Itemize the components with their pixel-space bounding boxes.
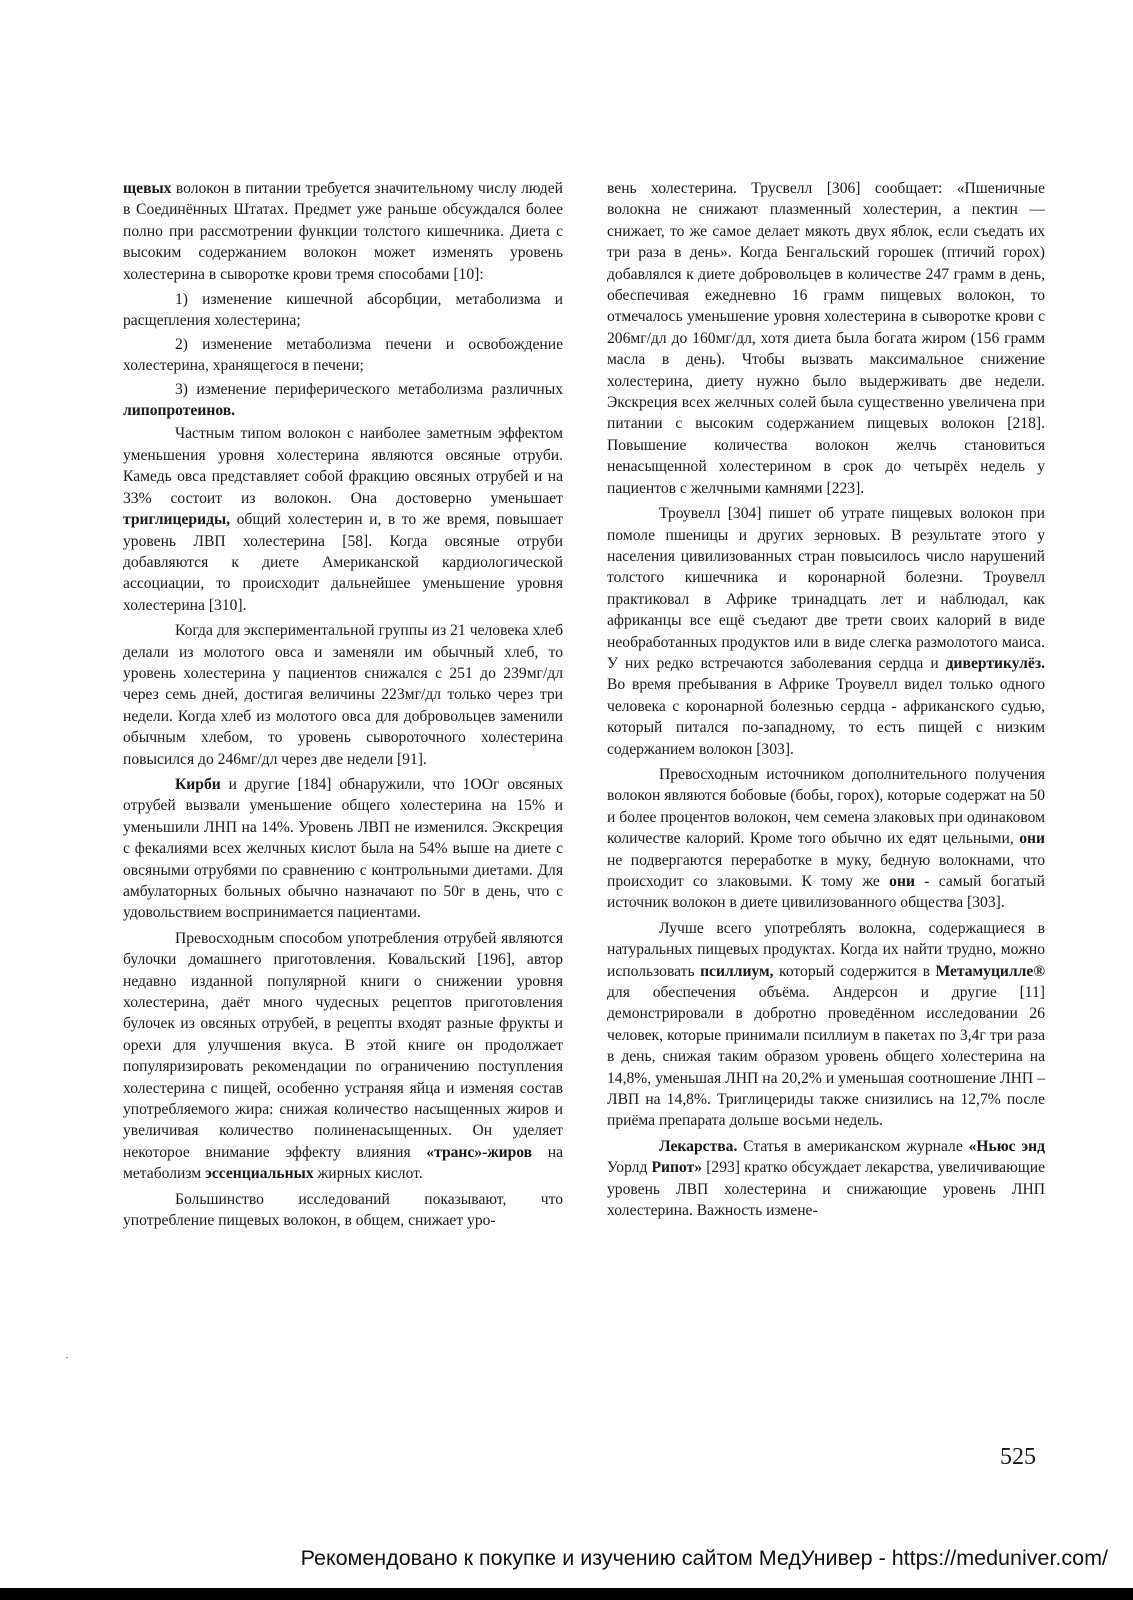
paragraph-text: Троувелл [304] пишет об утрате пищевых волокон при помоле пшеницы и других зерновых. В результате этого у населения цивилизованных стран повысилось число нарушений толстого кишечника и коронарной болезни. Троувелл практиковал в Африке тринадцать лет и наблюдал, как африканцы все ещё съедают две трети своих калорий в виде необработанных продуктов или в виде слегка размолотого маиса. У них редко встречаются заболевания сердца и <box>607 505 1045 672</box>
list-item: 1) изменение кишечной абсорбции, метаболизма и расщепления холестерина; <box>123 291 563 330</box>
bold-term: Рипот» <box>651 1159 703 1177</box>
bold-term: дивертикулёз. <box>945 654 1045 672</box>
bold-term: «транс»-жиров <box>426 1143 533 1161</box>
paragraph-text: волокон в питании требуется значительному числу людей в Соединённых Штатах. Предмет уже раньше обсуждался более полно при рассмотрении функции толстого кишечника. Диета с высоким содержанием волокон может изменять уровень холестерина в сыворотке крови тремя способами [10]: <box>123 180 563 283</box>
paragraph-text: не подвергаются переработке в муку, бедную волокнами, что происходит со злаковыми. К тому же <box>607 851 1045 890</box>
footer-link[interactable]: Рекомендовано к покупке и изучению сайтом МедУнивер - https://meduniver.com/ <box>300 1546 1108 1570</box>
paragraph-text: Лучше всего употреблять волокна, содержащиеся в натуральных пищевых продуктах. Когда их найти трудно, можно использовать <box>607 919 1045 980</box>
paragraph-text: Частным типом волокон с наиболее заметным эффектом уменьшения уровня холестерина являются овсяные отруби. Камедь овса представляет собой фракцию овсяных отрубей и на 33% состоит из волокон. Она достоверно уменьшает <box>123 425 563 507</box>
bold-term: Кирби <box>175 775 221 793</box>
paragraph-text: жирных кислот. <box>313 1165 423 1183</box>
paragraph-text: Превосходным способом употребления отрубей являются булочки домашнего приготовления. Ковальский [196], автор недавно изданной популярной книги о снижении уровня холестерина, даёт много чудесных рецептов приготовления булочек из овсяных отрубей, в рецепты входят разные фрукты и орехи для улучшения вкуса. В этой книге он продолжает популяризировать рекомендации по ограничению поступления холестерина с пищей, особенно устраняя яйца и изменяя состав употребляемого жира: снижая количество насыщенных жиров и увеличивая количество полиненасыщенных. Он уделяет некоторое внимание эффекту влияния <box>123 929 563 1161</box>
scan-speck <box>66 1357 68 1358</box>
paragraph-text: который содержится в <box>773 962 936 980</box>
paragraph <box>607 918 1045 1132</box>
bold-term: эссенциальных <box>205 1165 314 1183</box>
paragraph <box>123 423 563 616</box>
bold-term: они <box>889 873 915 890</box>
list-item-text: 3) изменение периферического метаболизма различных <box>175 380 563 398</box>
paragraph: Большинство исследований показывают, что употребление пищевых волокон, в общем, снижает уро- <box>123 1190 563 1230</box>
bold-term: щевых <box>123 180 172 197</box>
paragraph <box>123 774 563 924</box>
scan-bottom-bar <box>0 1588 1133 1600</box>
paragraph-text: Статья в американском журнале <box>737 1137 969 1155</box>
paragraph: вень холестерина. Трусвелл [306] сообщает: «Пшеничные волокна не снижают плазменный холестерин, а пектин — снижает, то же самое делает мякоть двух яблок, если съедать их три раза в день». Когда Бенгальский горошек (птичий горох) добавлялся к диете добровольцев в количестве 247 грамм в день, обеспечивая ежедневно 16 грамм пищевых волокон, то отмечалось уменьшение уровня холестерина в сыворотке крови с 206мг/дл до 160мг/дл, хотя диета была богата жиром (156 грамм масла в день). Чтобы вызвать максимальное снижение холестерина, диету нужно было выдерживать две недели. Экскреция всех желчных солей была существенно увеличена при питании с высоким содержанием пищевых волокон [218]. Повышение количества волокон желчь становиться ненасыщенной холестерином в срок до четырёх недель у пациентов с желчными камнями [223]. <box>607 180 1045 497</box>
paragraph-text: на метаболизм <box>123 1143 563 1183</box>
bold-term: Метамуцилле® <box>935 962 1045 980</box>
paragraph-text: Превосходным источником дополнительного получения волокон являются бобовые (бобы, горох), которые содержат на 50 и более процентов волокон, чем семена злаковых при одинаковом количестве калорий. Кроме того обычно их едят цельными, <box>607 765 1045 848</box>
paragraph-text: и другие [184] обнаружили, что 1ООг овсяных отрубей вызвали уменьшение общего холестерина на 15% и уменьшили ЛНП на 14%. Уровень ЛВП не изменился. Экскреция с фекалиями всех желчных кислот была на 54% выше на диете с овсяными отрубями по сравнению с контрольными диетами. Для амбулаторных больных обычно назначают по 50г в день, что с удовольствием воспринимается пациентами. <box>123 775 563 922</box>
paragraph-text: для обеспечения объёма. Андерсон и другие [11] демонстрировали в добротно проведённом исследовании 26 человек, которые принимали псиллиум в пакетах по 3,4г три раза в день, снижая таким образом уровень общего холестерина на 14,8%, уменьшая ЛНП на 20,2% и уменьшая соотношение ЛНП – ЛВП на 14,8%. Триглицериды также снизились на 12,7% после приёма препарата дольше восьми недель. <box>607 984 1045 1130</box>
paragraph-text: общий холестерин и, в то же время, повышает уровень ЛВП холестерина [58]. Когда овсяные отруби добавляются к диете Американской кардиологической ассоциации, то происходит дальнейшее уменьшение уровня холестерина [310]. <box>123 511 563 614</box>
paragraph <box>123 928 563 1185</box>
paragraph <box>607 503 1045 760</box>
bold-term: «Ньюс энд <box>968 1137 1045 1155</box>
left-column <box>123 178 563 1236</box>
paragraph-text: Уорлд <box>607 1159 652 1177</box>
paragraph <box>607 1136 1045 1222</box>
paragraph-text: Во время пребывания в Африке Троувелл видел только одного человека с коронарной болезнью сердца - африканского судью, который питался по-западному, то есть пищей с низким содержанием волокон [303]. <box>607 676 1045 758</box>
page-number: 525 <box>1000 1444 1036 1470</box>
paragraph: Когда для экспериментальной группы из 21 человека хлеб делали из молотого овса и заменяли им обычный хлеб, то уровень холестерина у пациентов снижался с 251 до 239мг/дл через семь дней, достигая величины 223мг/дл только через три недели. Когда хлеб из молотого овса для добровольцев заменили обычным хлебом, то уровень сывороточного холестерина повысился до 246мг/дл через две недели [91]. <box>123 622 563 768</box>
bold-term: они <box>1019 830 1045 848</box>
bold-term: триглицериды, <box>123 511 231 529</box>
list-item <box>123 379 563 422</box>
bold-term: псиллиум, <box>700 962 774 980</box>
paragraph <box>123 178 563 285</box>
list-item: 2) изменение метаболизма печени и освобождение холестерина, хранящегося в печени; <box>123 335 563 375</box>
bold-term: липопротеинов. <box>123 402 236 420</box>
right-column <box>607 178 1045 1226</box>
paragraph <box>607 764 1045 914</box>
paragraph-text: - самый богатый источник волокон в диете цивилизованного общества [303]. <box>607 873 1045 912</box>
paragraph-text: [293] кратко обсуждает лекарства, увеличивающие уровень ЛВП холестерина и снижающие уровень ЛНП холестерина. Важность измене- <box>607 1159 1045 1220</box>
section-heading: Лекарства. <box>659 1137 738 1155</box>
